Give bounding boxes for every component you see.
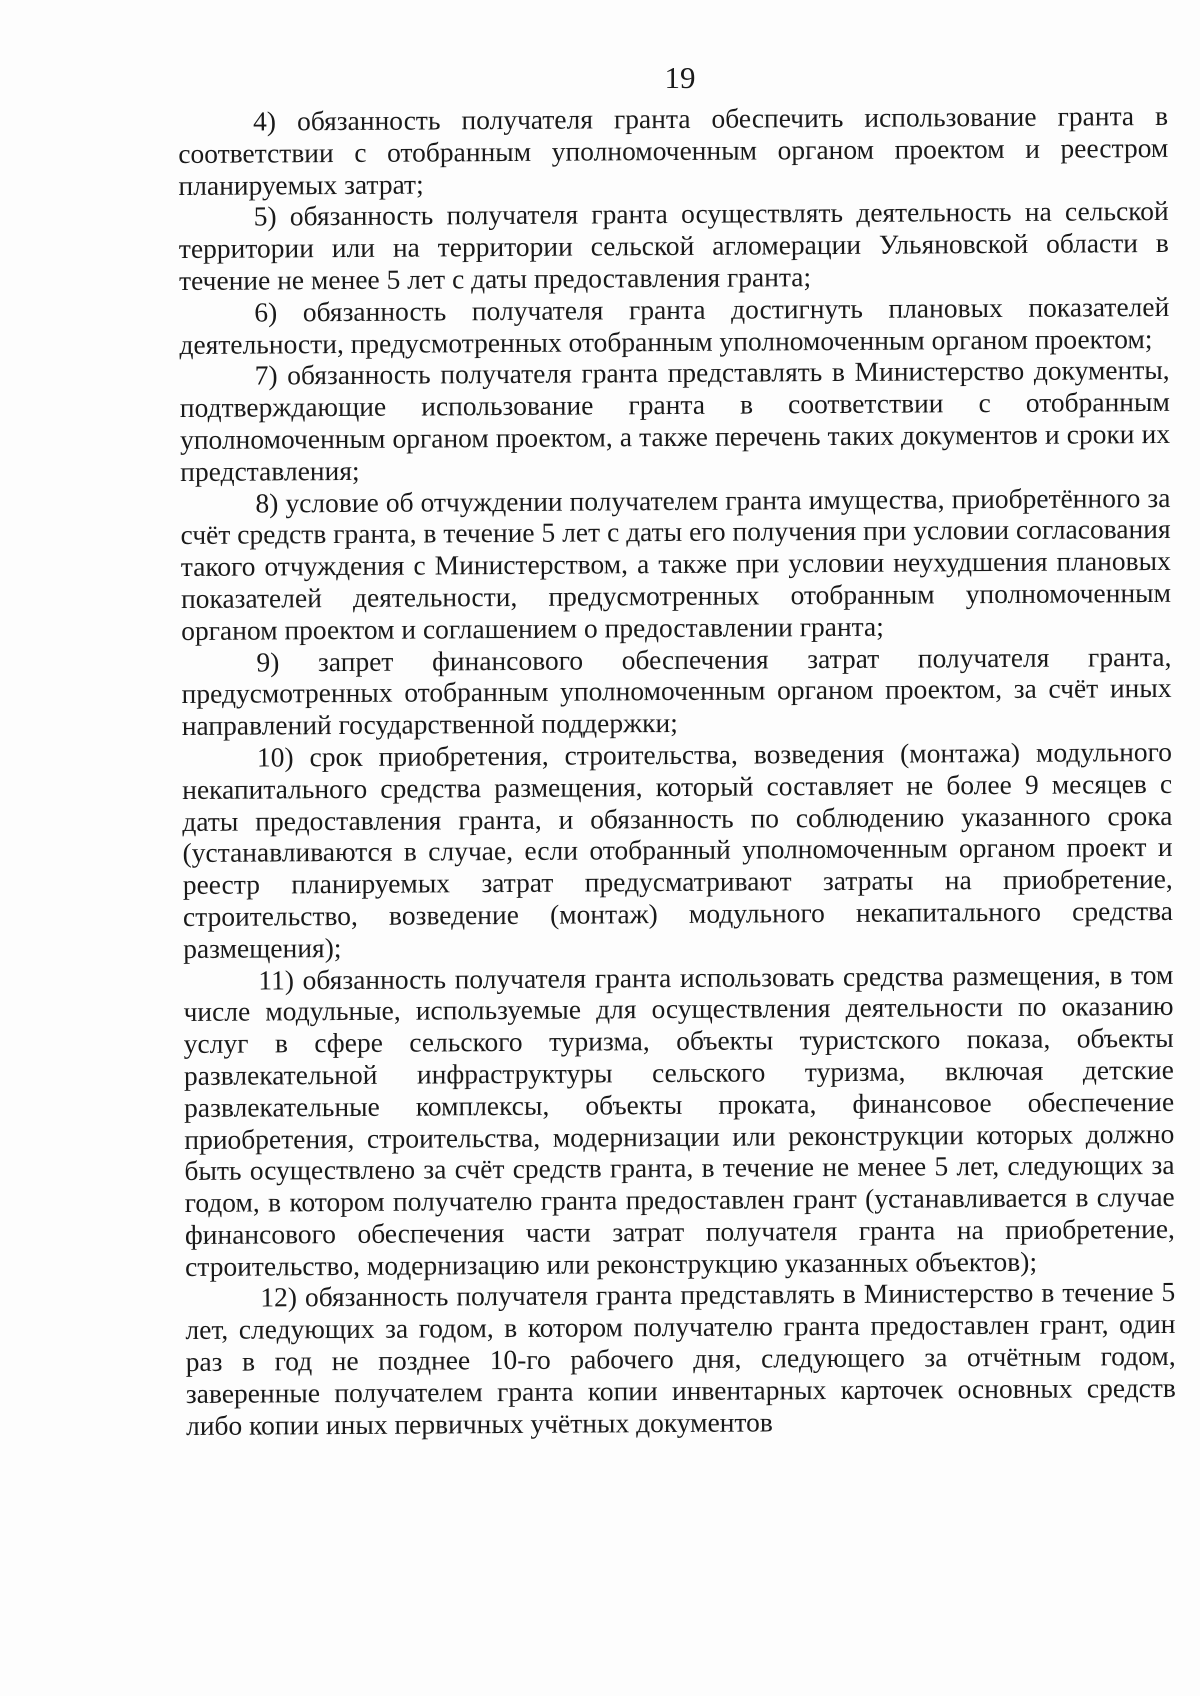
list-item-6: 6) обязанность получателя гранта достигнуть плановых показателей деятельности, предусмотренных отобранным уполномоченным органом проектом; — [179, 290, 1170, 360]
document-body — [178, 100, 1176, 1441]
list-item-10: 10) срок приобретения, строительства, возведения (монтажа) модульного некапитального средства размещения, который составляет не более 9 месяцев с даты предоставления гранта, и обязанность по соблюдению указанного срока (устанавливаются в случае, если отобранный уполномоченным органом проект и реестр планируемых затрат предусматривают затраты на приобретение, строительство, возведение (монтаж) модульного некапитального средства размещения); — [182, 735, 1174, 964]
list-item-9: 9) запрет финансового обеспечения затрат получателя гранта, предусмотренных отобранным уполномоченным органом проектом, за счёт иных направлений государственной поддержки; — [181, 640, 1172, 742]
list-item-8: 8) условие об отчуждении получателем гранта имущества, приобретённого за счёт средств гранта, в течение 5 лет с даты его получения при условии согласования такого отчуждения с Министерством, а также при условии неухудшения плановых показателей деятельности, предусмотренных отобранным уполномоченным органом проектом и соглашением о предоставлении гранта; — [180, 481, 1172, 646]
list-item-11: 11) обязанность получателя гранта использовать средства размещения, в том числе модульные, используемые для осуществления деятельности по оказанию услуг в сфере сельского туризма, объекты туристского показа, объекты развлекательной инфраструктуры сельского туризма, включая детские развлекательные комплексы, объекты проката, финансовое обеспечение приобретения, строительства, модернизации или реконструкции которых должно быть осуществлено за счёт средств гранта, в течение не менее 5 лет, следующих за годом, в котором получателю гранта предоставлен грант (устанавливается в случае финансового обеспечения части затрат получателя гранта на приобретение, строительство, модернизацию или реконструкцию указанных объектов); — [183, 958, 1175, 1282]
list-item-7: 7) обязанность получателя гранта представлять в Министерство документы, подтверждающие использование гранта в соответствии с отобранным уполномоченным органом проектом, а также перечень таких документов и сроки их представления; — [179, 354, 1171, 487]
list-item-5: 5) обязанность получателя гранта осуществлять деятельность на сельской территории или на территории сельской агломерации Ульяновской области в течение не менее 5 лет с даты предоставления гранта; — [178, 195, 1169, 296]
list-item-12: 12) обязанность получателя гранта представлять в Министерство в течение 5 лет, следующих за годом, в котором получателю гранта предоставлен грант, один раз в год не позднее 10-го рабочего дня, следующего за отчётным годом, заверенные получателем гранта копии инвентарных карточек основных средств либо копии иных первичных учётных документов — [185, 1276, 1176, 1441]
list-item-4: 4) обязанность получателя гранта обеспечить использование гранта в соответствии с отобранным уполномоченным органом проектом и реестром планируемых затрат; — [178, 99, 1169, 201]
page-number: 19 — [664, 60, 696, 95]
